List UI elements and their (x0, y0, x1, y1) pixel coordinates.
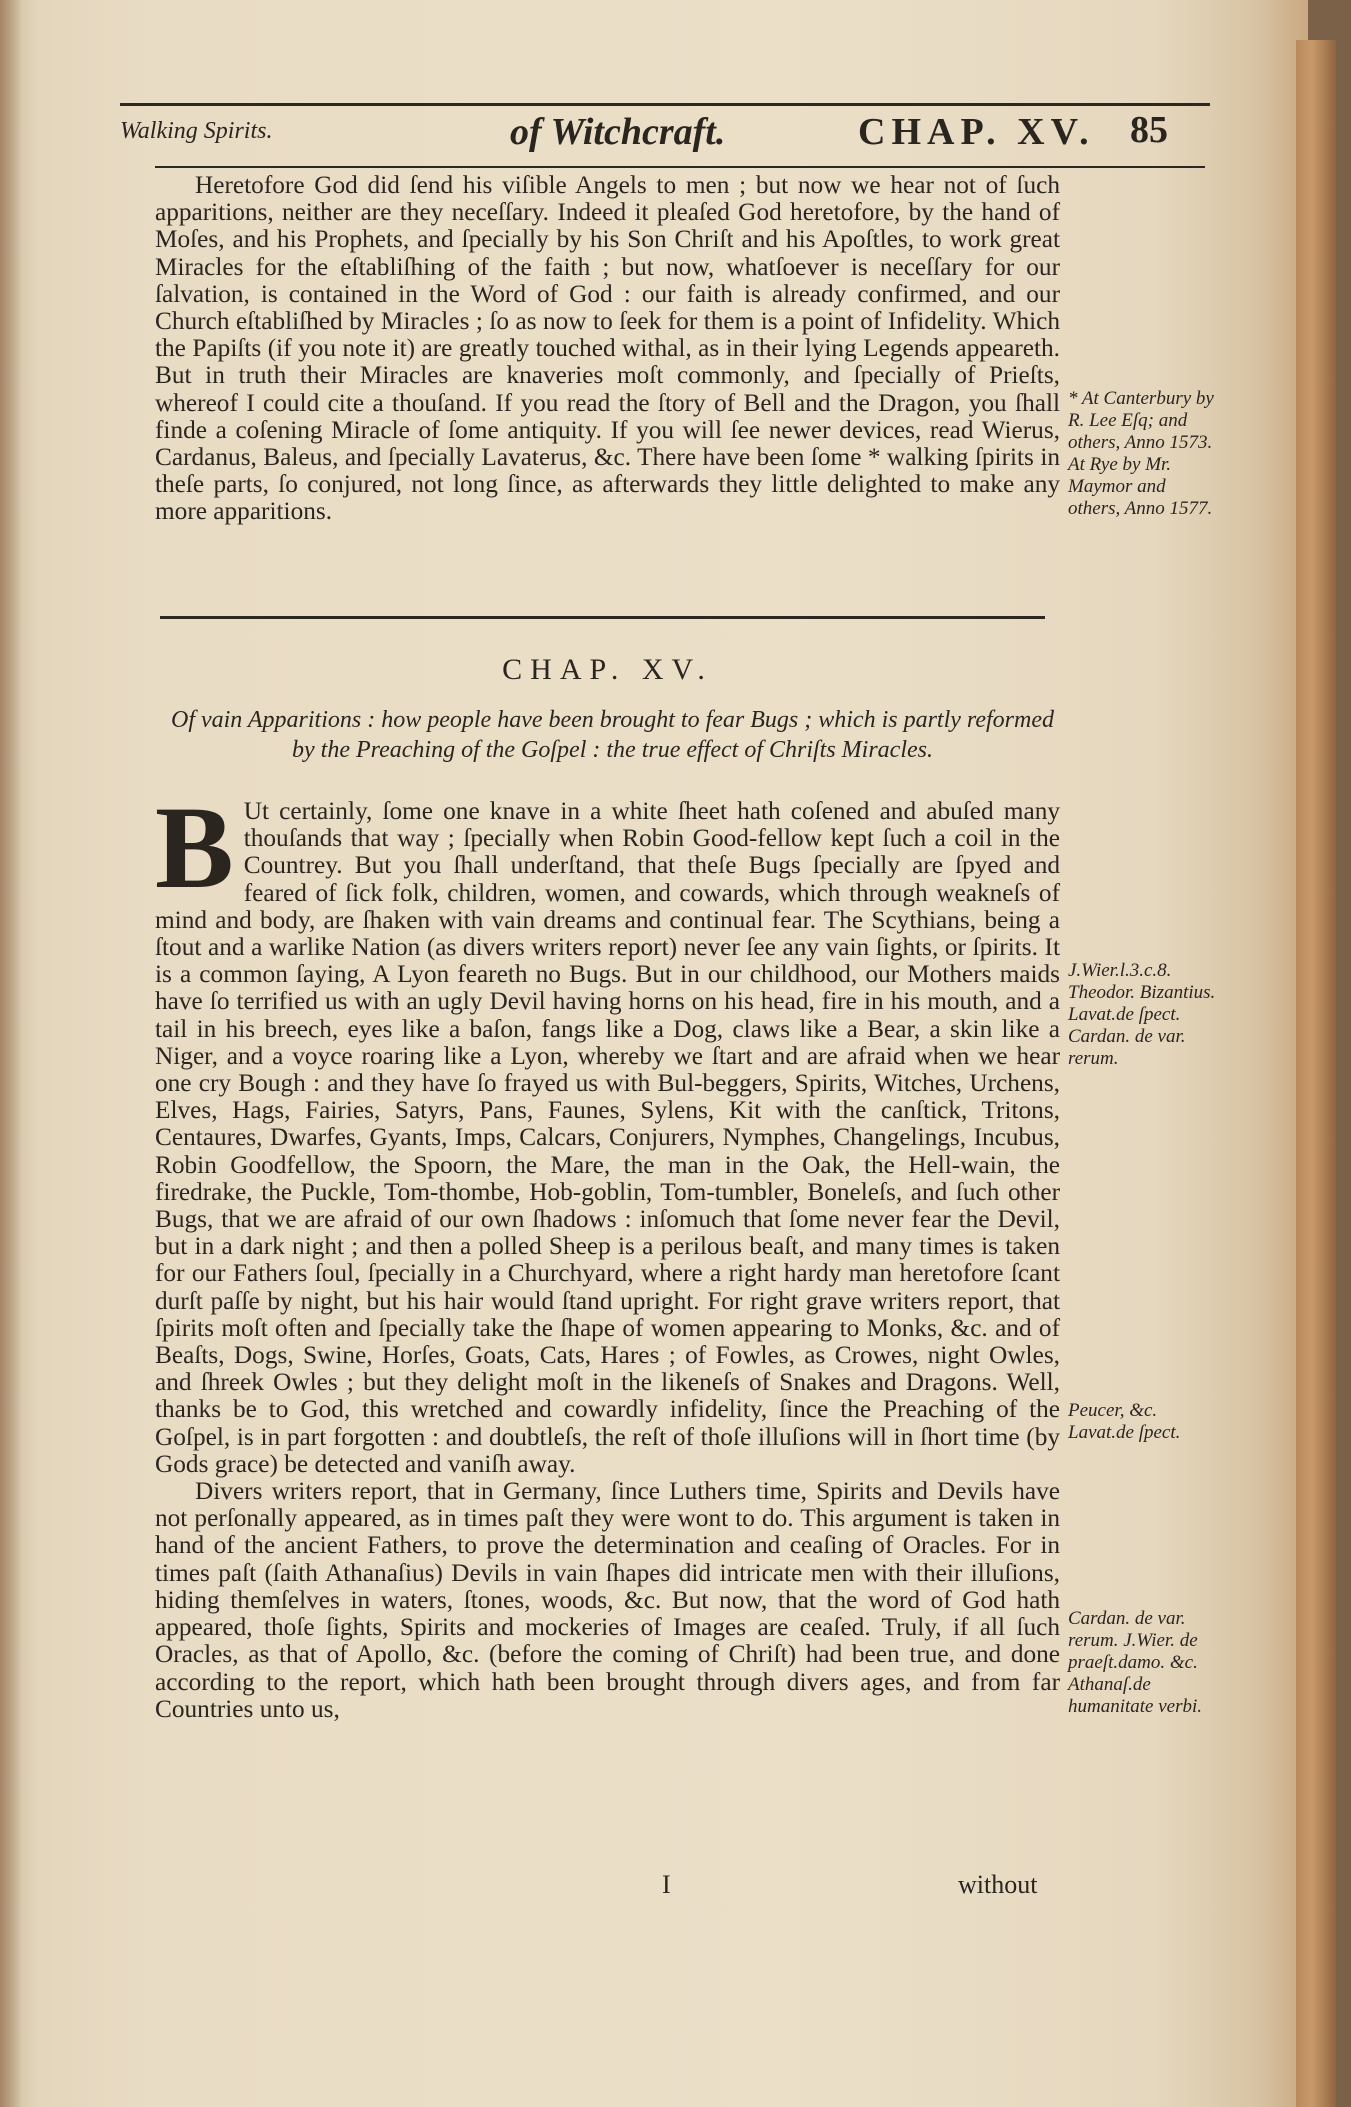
page-number: 85 (1130, 109, 1168, 151)
chapter-summary: Of vain Apparitions : how people have been brought to fear Bugs ; which is partly reformed by the Preaching of the Goſpel : the true effect of Chriſts Miracles. (170, 707, 1054, 763)
drop-cap: B (155, 782, 234, 913)
intro-text: Heretofore God did ſend his viſible Angels to men ; but now we hear not of ſuch apparitions, neither are they neceſſary. Indeed it pleaſed God heretofore, by the hand of Moſes, and his Prophets, and ſpecially by his Son Chriſt and his Apoſtles, to work great Miracles for the eſtabliſhing of the faith ; but now, whatſoever is neceſſary for our ſalvation, is contained in the Word of God : our faith is already confirmed, and our Church eſtabliſhed by Miracles ; ſo as now to ſeek for them is a point of Infidelity. Which the Papiſts (if you note it) are greatly touched withal, as in their lying Legends appeareth. But in truth their Miracles are knaveries moſt commonly, and ſpecially of Prieſts, whereof I could cite a thouſand. If you read the ſtory of Bell and the Dragon, you ſhall finde a coſening Miracle of ſome antiquity. If you will ſee newer devices, read Wierus, Cardanus, Baleus, and ſpecially Lavaterus, &c. There have been ſome * walking ſpirits in theſe parts, ſo conjured, not long ſince, as afterwards they little delighted to make any more apparitions. (155, 171, 1060, 526)
margin-note-3: Peucer, &c. Lavat.de ſpect. (1068, 1400, 1181, 1443)
running-title-center: of Witchcraft. (510, 111, 726, 153)
signature-mark: I (662, 1870, 671, 1899)
body-paragraph-1-text: Ut certainly, ſome one knave in a white ſheet hath coſened and abuſed many thouſands that way ; ſpecially when Robin Good-fellow kept ſuch a coil in the Countrey. But you ſhall underſtand, that theſe Bugs ſpecially are ſpyed and feared of ſick folk, children, women, and cowards, which through weakneſs of mind and body, are ſhaken with vain dreams and continual fear. The Scythians, being a ſtout and a warlike Nation (as divers writers report) never ſee any vain ſights, or ſpirits. It is a common ſaying, A Lyon feareth no Bugs. But in our childhood, our Mothers maids have ſo terrified us with an ugly Devil having horns on his head, fire in his mouth, and a tail in his breech, eyes like a baſon, fangs like a Dog, claws like a Bear, a skin like a Niger, and a voyce roaring like a Lyon, whereby we ſtart and are afraid when we hear one cry Bough : and they have ſo frayed us with Bul-beggers, Spirits, Witches, Urchens, Elves, Hags, Fairies, Satyrs, Pans, Faunes, Sylens, Kit with the canſtick, Tritons, Centaures, Dwarfes, Gyants, Imps, Calcars, Conjurers, Nymphes, Changelings, Incubus, Robin Goodfellow, the Spoorn, the Mare, the man in the Oak, the Hell-wain, the firedrake, the Puckle, Tom-thombe, Hob-goblin, Tom-tumbler, Boneleſs, and ſuch other Bugs, that we are afraid of our own ſhadows : inſomuch that ſome never fear the Devil, but in a dark night ; and then a polled Sheep is a perilous beaſt, and many times is taken for our Fathers ſoul, ſpecially in a Churchyard, where a right hardy man heretofore ſcant durſt paſſe by night, but his hair would ſtand upright. For right grave writers report, that ſpirits moſt often and ſpecially take the ſhape of women appearing to Monks, &c. and of Beaſts, Dogs, Swine, Horſes, Goats, Cats, Hares ; of Fowles, as Crowes, night Owles, and ſhreek Owles ; but they delight moſt in the likeneſs of Snakes and Dragons. Well, thanks be to God, this wretched and cowardly infidelity, ſince the Preaching of the Goſpel, is in part forgotten : and doubtleſs, the reſt of thoſe illuſions will in ſhort time (by Gods grace) be detected and vaniſh away. (155, 797, 1060, 1478)
chapter-heading: CHAP. XV. (502, 653, 713, 686)
body-paragraph-1 (155, 782, 1060, 1478)
header-rule-top (120, 103, 1210, 106)
body-text (155, 782, 1060, 1723)
page-edge (1296, 40, 1336, 2107)
margin-note-4: Cardan. de var. rerum. J.Wier. de praeſt.damo. &c. Athanaſ.de humanitate verbi. (1068, 1608, 1203, 1717)
catchword: without (958, 1870, 1038, 1899)
gutter-shadow (0, 0, 22, 2107)
body-paragraph-2: Divers writers report, that in Germany, ſince Luthers time, Spirits and Devils have not perſonally appeared, as in times paſt they were wont to do. This argument is taken in hand of the ancient Fathers, to prove the determination and ceaſing of Oracles. For in times paſt (ſaith Athanaſius) Devils in vain ſhapes did intricate men with their illuſions, hiding themſelves in waters, ſtones, woods, &c. But now, that the word of God hath appeared, thoſe ſights, Spirits and mockeries of Images are ceaſed. Truly, if all ſuch Oracles, as that of Apollo, &c. (before the coming of Chriſt) had been true, and done according to the report, which hath been brought through divers ages, and from far Countries unto us, (155, 1477, 1060, 1723)
margin-note-2: J.Wier.l.3.c.8. Theodor. Bizantius. Lavat.de ſpect. Cardan. de var. rerum. (1068, 960, 1216, 1069)
margin-note-1: * At Canterbury by R. Lee Eſq; and others, Anno 1573. At Rye by Mr. Maymor and others, Anno 1577. (1068, 388, 1214, 519)
section-rule (160, 616, 1045, 619)
intro-paragraph (155, 172, 1060, 526)
header-rule-bottom (155, 166, 1205, 168)
running-title-left: Walking Spirits. (120, 118, 273, 144)
running-chapter: CHAP. XV. (858, 111, 1095, 153)
running-header (120, 109, 1210, 162)
